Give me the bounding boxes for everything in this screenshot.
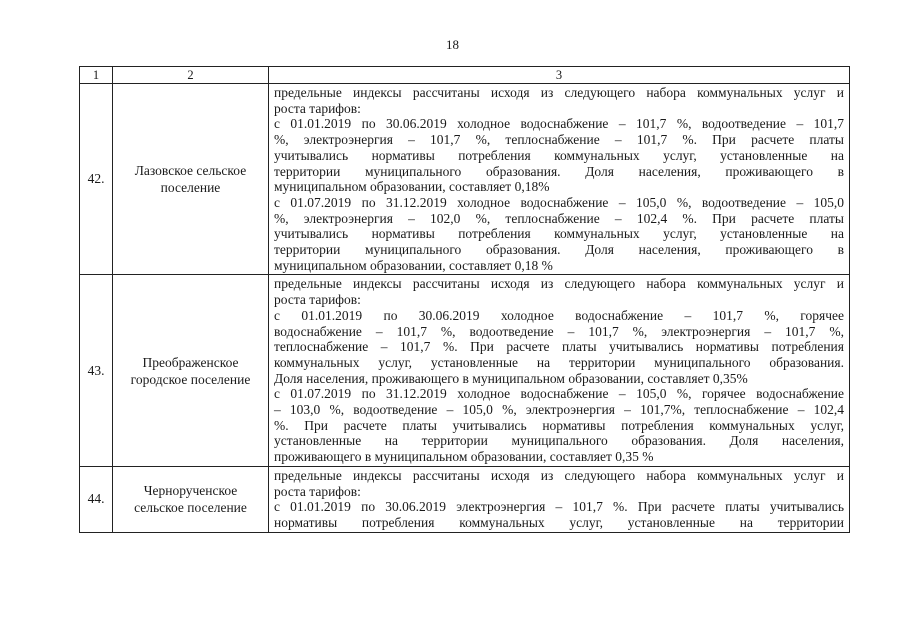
text-line: с 01.01.2019 по 30.06.2019 электроэнергия – 101,7 %. При расчете платы учитывались	[274, 499, 844, 515]
settlement-name	[113, 466, 269, 532]
text-line: учитывались нормативы потребления коммунальных услуг, установленные на	[274, 226, 844, 242]
settlement-name	[113, 84, 269, 275]
text-line: %, электроэнергия – 101,7 %, теплоснабжение – 101,7 %. При расчете платы	[274, 132, 844, 148]
text-line: водоснабжение – 101,7 %, водоотведение – 101,7 %, электроэнергия – 101,7 %,	[274, 323, 844, 339]
text-line: коммунальных услуг, установленные на территории муниципального образования.	[274, 354, 844, 370]
text-line: роста тарифов:	[274, 483, 361, 499]
table-header-row	[80, 67, 850, 84]
row-description	[269, 466, 850, 532]
text-line: с 01.01.2019 по 30.06.2019 холодное водоснабжение – 101,7 %, водоотведение – 101,7	[274, 116, 844, 132]
settlement-name	[113, 275, 269, 466]
row-number: 43.	[80, 275, 113, 466]
page-number: 18	[446, 37, 459, 52]
text-line: муниципальном образовании, составляет 0,18%	[274, 179, 550, 195]
text-line: роста тарифов:	[274, 100, 361, 116]
tariff-table	[79, 66, 850, 533]
text-line: %. При расчете платы учитывались нормативы потребления коммунальных услуг,	[274, 417, 844, 433]
text-line: предельные индексы рассчитаны исходя из следующего набора коммунальных услуг и	[274, 276, 844, 292]
text-line: предельные индексы рассчитаны исходя из следующего набора коммунальных услуг и	[274, 85, 844, 100]
text-line: нормативы потребления коммунальных услуг, установленные на территории	[274, 514, 844, 530]
text-line: с 01.07.2019 по 31.12.2019 холодное водоснабжение – 105,0 %, горячее водоснабжение	[274, 386, 844, 402]
column-header-3: 3	[269, 67, 850, 84]
text-line: %, электроэнергия – 102,0 %, теплоснабжение – 102,4 %. При расчете платы	[274, 210, 844, 226]
text-line: – 103,0 %, водоотведение – 105,0 %, электроэнергия – 101,7%, теплоснабжение – 102,4	[274, 402, 844, 418]
column-header-2: 2	[113, 67, 269, 84]
table-row	[80, 466, 850, 532]
text-line: учитывались нормативы потребления коммунальных услуг, установленные на	[274, 147, 844, 163]
text-line: с 01.01.2019 по 30.06.2019 холодное водоснабжение – 101,7 %, горячее	[274, 307, 844, 323]
text-line: роста тарифов:	[274, 292, 361, 308]
settlement-name-line: Черноручeнское	[143, 483, 238, 499]
settlement-name-line: Преображенское	[142, 354, 239, 370]
text-line: Доля населения, проживающего в муниципальном образовании, составляет 0,35%	[274, 370, 748, 386]
text-line: проживающего в муниципальном образовании, составляет 0,35 %	[274, 449, 654, 465]
row-number: 42.	[80, 84, 113, 275]
text-line: территории муниципального образования. Доля населения, проживающего в	[274, 163, 844, 179]
text-line: муниципальном образовании, составляет 0,18 %	[274, 257, 553, 273]
settlement-name-line: поселение	[160, 180, 221, 196]
table-row	[80, 84, 850, 275]
settlement-name-line: городское поселение	[130, 371, 251, 387]
text-line: установленные на территории муниципального образования. Доля населения,	[274, 433, 844, 449]
text-line: теплоснабжение – 101,7 %. При расчете платы учитывались нормативы потребления	[274, 339, 844, 355]
row-description	[269, 275, 850, 466]
row-description	[269, 84, 850, 275]
row-number: 44.	[80, 466, 113, 532]
text-line: территории муниципального образования. Доля населения, проживающего в	[274, 242, 844, 258]
settlement-name-line: Лазовское сельское	[134, 163, 247, 179]
text-line: с 01.07.2019 по 31.12.2019 холодное водоснабжение – 105,0 %, водоотведение – 105,0	[274, 194, 844, 210]
text-line: предельные индексы рассчитаны исходя из следующего набора коммунальных услуг и	[274, 467, 844, 483]
table-row	[80, 275, 850, 466]
settlement-name-line: сельское поселение	[134, 500, 247, 516]
column-header-1: 1	[80, 67, 113, 84]
